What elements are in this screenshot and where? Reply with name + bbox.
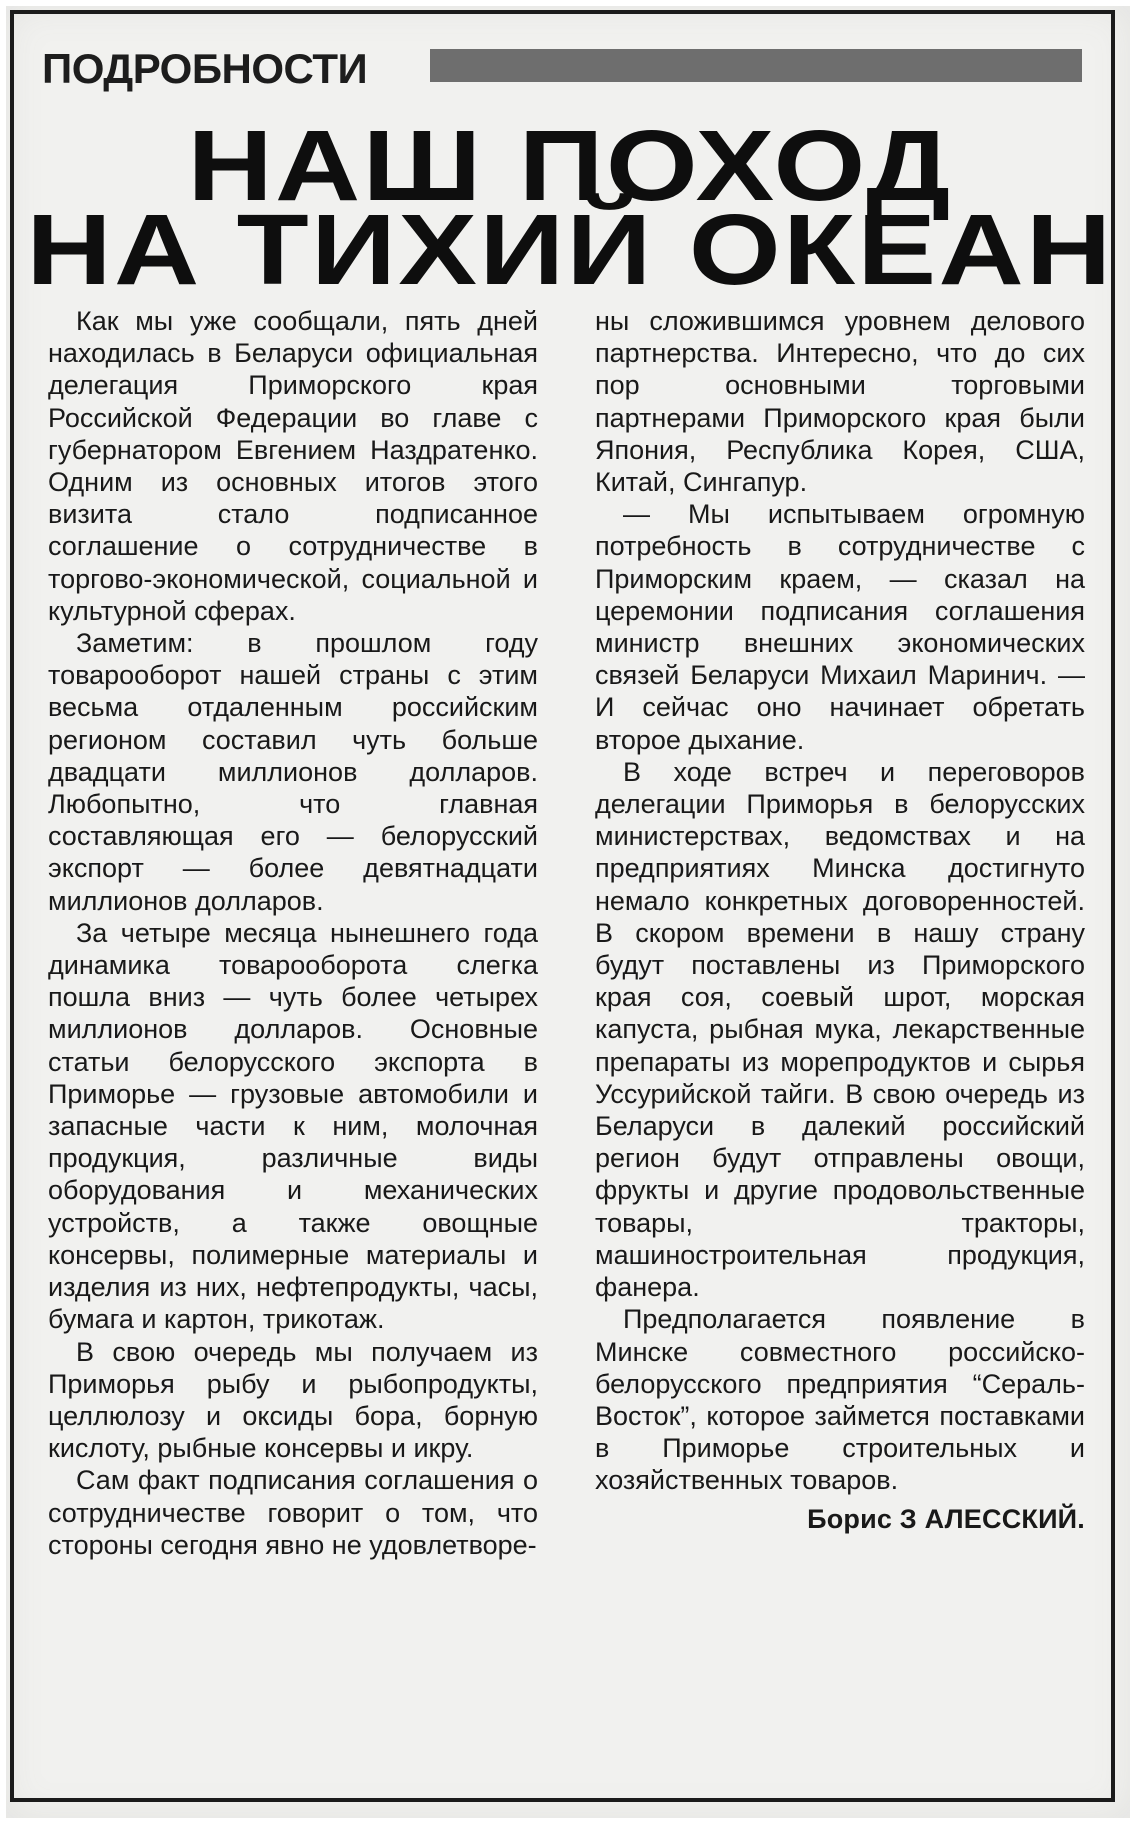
headline-line-2: НА ТИХИЙ ОКЕАН [26,194,1114,306]
paragraph-continued: ны сложившимся уровнем делового партнерства. Интересно, что до сих пор основными торговыми партнерами Приморского края были Япония, Республика Корея, США, Китай, Сингапур. [595,306,1085,498]
paragraph: Как мы уже сообщали, пять дней находилась в Беларуси официальная делегация Приморского края Российской Федерации во главе с губернатором Евгением Наздратенко. Одним из основных итогов этого визита стало подписанное соглашение о сотрудничестве в торгово-экономической, социальной и культурной сферах. [48,306,538,626]
paragraph: Сам факт подписания соглашения о сотрудничестве говорит о том, что стороны сегодня явно не удовлетворе- [48,1465,538,1560]
paragraph: За четыре месяца нынешнего года динамика товарооборота слегка пошла вниз — чуть более четырех миллионов долларов. Основные статьи белорусского экспорта в Приморье — грузовые автомобили и запасные части к ним, молочная продукция, различные виды оборудования и механических устройств, а также овощные консервы, полимерные материалы и изделия из них, нефтепродукты, часы, бумага и картон, трикотаж. [48,917,538,1335]
article-column-right [595,305,1085,1535]
paragraph: Заметим: в прошлом году товарооборот нашей страны с этим весьма отдаленным российским регионом составил чуть больше двадцати миллионов долларов. Любопытно, что главная составляющая его — белорусский экспорт — более девятнадцати миллионов долларов. [48,628,538,916]
paragraph: В ходе встреч и переговоров делегации Приморья в белорусских министерствах, ведомствах и на предприятиях Минска достигнуто немало конкретных договоренностей. В скором времени в нашу страну будут поставлены из Приморского края соя, соевый шрот, морская капуста, рыбная мука, лекарственные препараты из морепродуктов и сырья Уссурийской тайги. В свою очередь из Беларуси в далекий российский регион будут отправлены овощи, фрукты и другие продовольственные товары, тракторы, машиностроительная продукция, фанера. [595,756,1085,1303]
article-column-left [48,305,538,1561]
section-rubric: ПОДРОБНОСТИ [42,45,368,92]
paragraph: — Мы испытываем огромную потребность в сотрудничестве с Приморским краем, — сказал на церемонии подписания соглашения министр внешних экономических связей Беларуси Михаил Маринич. — И сейчас оно начинает обретать второе дыхание. [595,499,1085,755]
paragraph: В свою очередь мы получаем из Приморья рыбу и рыбопродукты, целлюлозу и оксиды бора, борную кислоту, рыбные консервы и икру. [48,1336,538,1464]
author-byline: Борис З АЛЕССКИЙ. [807,1503,1085,1534]
headline-line-1: НАШ ПОХОД [187,110,953,222]
paragraph: Предполагается появление в Минске совместного российско-белорусского предприятия “Сераль-Восток”, которое займется поставками в Приморье строительных и хозяйственных товаров. [595,1304,1085,1496]
rubric-bar [430,49,1082,82]
